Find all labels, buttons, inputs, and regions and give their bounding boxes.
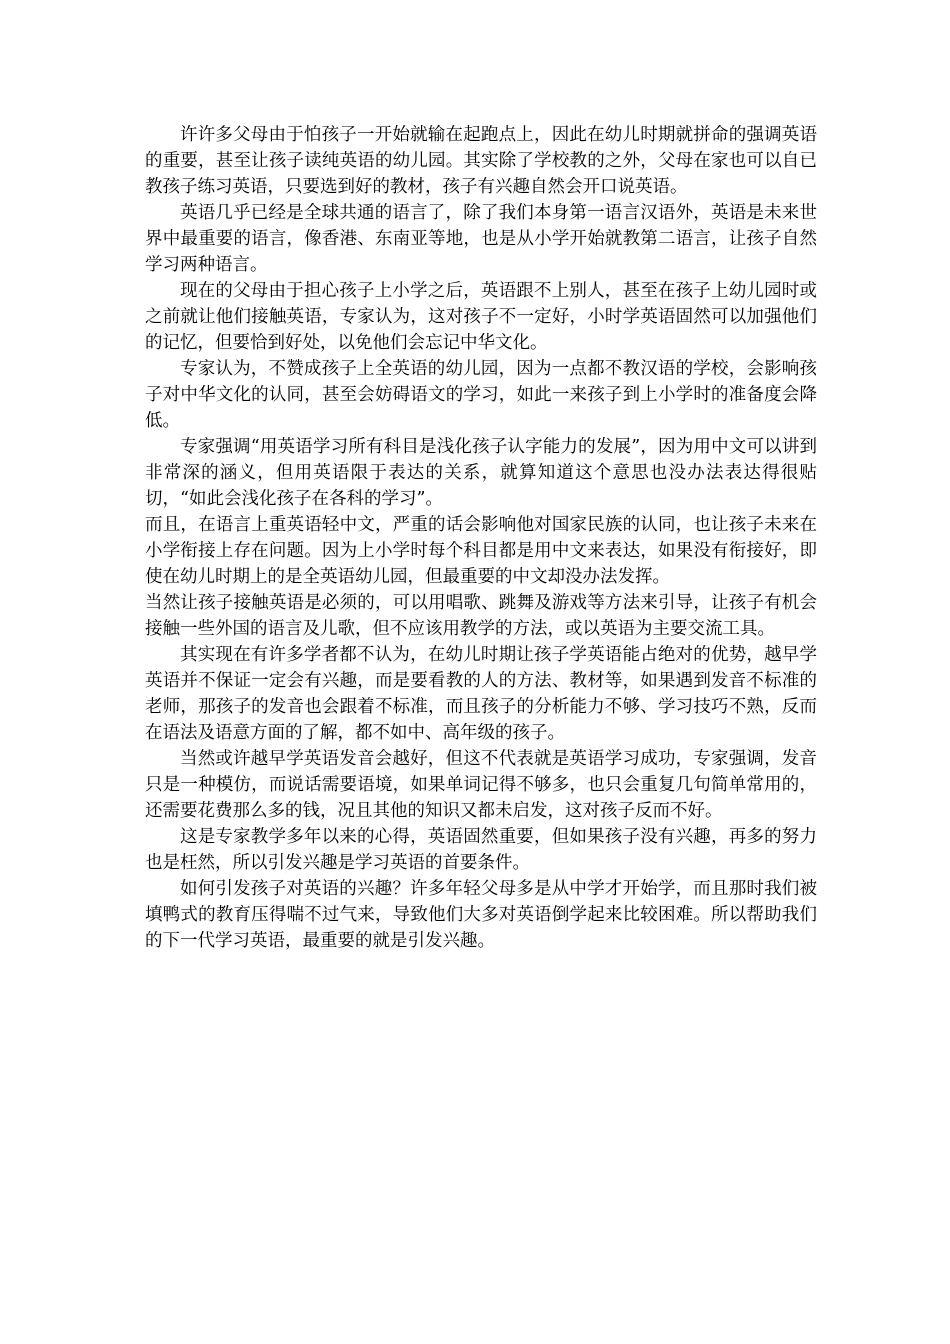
paragraph-6: 而且，在语言上重英语轻中文，严重的话会影响他对国家民族的认同，也让孩子未来在小学衔接上存在问题。因为上小学时每个科目都是用中文来表达，如果没有衔接好，即使在幼儿时期上的是全英语幼儿园，但最重要的中文却没办法发挥。 [145, 515, 817, 587]
paragraph-2: 英语几乎已经是全球共通的语言了，除了我们本身第一语言汉语外，英语是未来世界中最重要的语言，像香港、东南亚等地，也是从小学开始就教第二语言，让孩子自然学习两种语言。 [145, 203, 817, 275]
document-body [145, 122, 817, 954]
paragraph-10: 这是专家教学多年以来的心得，英语固然重要，但如果孩子没有兴趣，再多的努力也是枉然，所以引发兴趣是学习英语的首要条件。 [145, 827, 817, 873]
paragraph-7: 当然让孩子接触英语是必须的，可以用唱歌、跳舞及游戏等方法来引导，让孩子有机会接触一些外国的语言及儿歌，但不应该用教学的方法，或以英语为主要交流工具。 [145, 593, 817, 639]
paragraph-8: 其实现在有许多学者都不认为，在幼儿时期让孩子学英语能占绝对的优势，越早学英语并不保证一定会有兴趣，而是要看教的人的方法、教材等，如果遇到发音不标准的老师，那孩子的发音也会跟着不标准，而且孩子的分析能力不够、学习技巧不熟，反而在语法及语意方面的了解，都不如中、高年级的孩子。 [145, 645, 817, 743]
paragraph-5: 专家强调“用英语学习所有科目是浅化孩子认字能力的发展”，因为用中文可以讲到非常深的涵义，但用英语限于表达的关系，就算知道这个意思也没办法表达得很贴切，“如此会浅化孩子在各科的学习”。 [145, 437, 817, 509]
paragraph-11: 如何引发孩子对英语的兴趣？许多年轻父母多是从中学才开始学，而且那时我们被填鸭式的教育压得喘不过气来，导致他们大多对英语倒学起来比较困难。所以帮助我们的下一代学习英语，最重要的就是引发兴趣。 [145, 879, 817, 951]
paragraph-1: 许许多父母由于怕孩子一开始就输在起跑点上，因此在幼儿时期就拼命的强调英语的重要，甚至让孩子读纯英语的幼儿园。其实除了学校教的之外，父母在家也可以自已教孩子练习英语，只要选到好的教材，孩子有兴趣自然会开口说英语。 [145, 125, 817, 197]
paragraph-3: 现在的父母由于担心孩子上小学之后，英语跟不上别人，甚至在孩子上幼儿园时或之前就让他们接触英语，专家认为，这对孩子不一定好，小时学英语固然可以加强他们的记忆，但要恰到好处，以免他们会忘记中华文化。 [145, 281, 817, 353]
paragraph-9: 当然或许越早学英语发音会越好，但这不代表就是英语学习成功，专家强调，发音只是一种模仿，而说话需要语境，如果单词记得不够多，也只会重复几句简单常用的，还需要花费那么多的钱，况且其他的知识又都未启发，这对孩子反而不好。 [145, 749, 817, 821]
paragraph-4: 专家认为，不赞成孩子上全英语的幼儿园，因为一点都不教汉语的学校，会影响孩子对中华文化的认同，甚至会妨碍语文的学习，如此一来孩子到上小学时的准备度会降低。 [145, 359, 817, 431]
